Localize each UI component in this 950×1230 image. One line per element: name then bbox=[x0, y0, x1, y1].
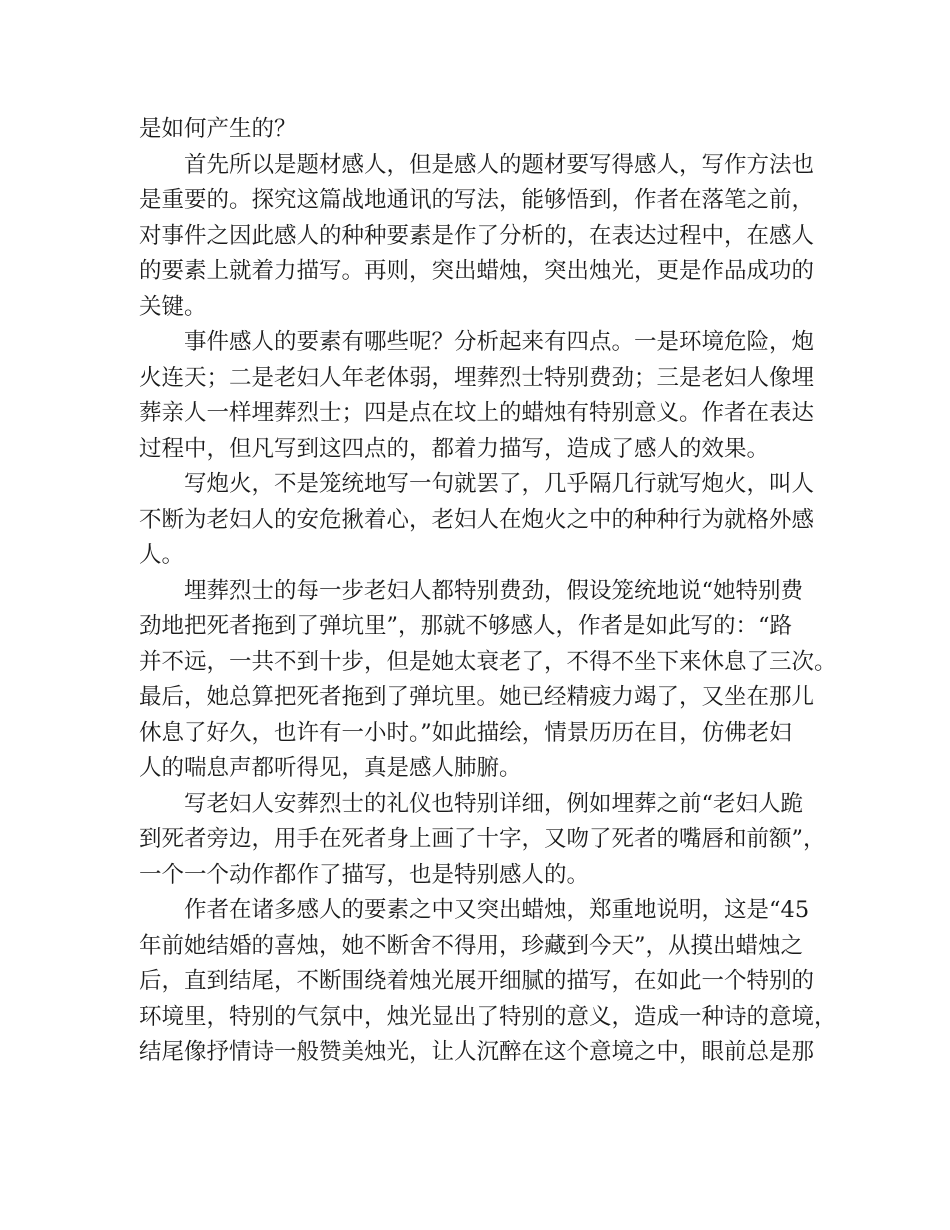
text-line: 到死者旁边，用手在死者身上画了十字，又吻了死者的嘴唇和前额”， bbox=[139, 826, 826, 852]
text-line: 写老妇人安葬烈士的礼仪也特别详细，例如埋葬之前“老妇人跪 bbox=[184, 790, 804, 817]
text-line: 人。 bbox=[139, 542, 185, 568]
text-line: 事件感人的要素有哪些呢？分析起来有四点。一是环境危险，炮 bbox=[184, 329, 815, 355]
text-line: 是重要的。探究这篇战地通讯的写法，能够悟到，作者在落笔之前， bbox=[139, 187, 815, 213]
document-body bbox=[139, 112, 837, 1071]
text-line: 葬亲人一样埋葬烈士；四是点在坟上的蜡烛有特别意义。作者在表达 bbox=[139, 400, 815, 426]
text-line: 不断为老妇人的安危揪着心，老妇人在炮火之中的种种行为就格外感 bbox=[139, 506, 815, 533]
text-line: 最后，她总算把死者拖到了弹坑里。她已经精疲力竭了，又坐在那儿 bbox=[139, 684, 815, 710]
text-line: 并不远，一共不到十步，但是她太衰老了，不得不坐下来休息了三次。 bbox=[139, 648, 837, 675]
text-line: 对事件之因此感人的种种要素是作了分析的，在表达过程中，在感人 bbox=[139, 222, 815, 249]
text-line: 火连天；二是老妇人年老体弱，埋葬烈士特别费劲；三是老妇人像埋 bbox=[139, 364, 815, 391]
text-line: 作者在诸多感人的要素之中又突出蜡烛，郑重地说明，这是“45 bbox=[184, 897, 810, 923]
text-line: 一个一个动作都作了描写，也是特别感人的。 bbox=[139, 861, 590, 888]
text-line: 后，直到结尾，不断围绕着烛光展开细腻的描写，在如此一个特别的 bbox=[139, 968, 815, 994]
text-line: 劲地把死者拖到了弹坑里”，那就不够感人，作者是如此写的：“路 bbox=[139, 613, 793, 639]
text-line: 埋葬烈士的每一步老妇人都特别费劲，假设笼统地说“她特别费 bbox=[184, 577, 804, 604]
text-line: 环境里，特别的气氛中，烛光显出了特别的意义，造成一种诗的意境， bbox=[139, 1003, 837, 1030]
text-line: 写炮火，不是笼统地写一句就罢了，几乎隔几行就写炮火，叫人 bbox=[184, 471, 815, 497]
text-line: 关键。 bbox=[139, 293, 207, 320]
text-line: 首先所以是题材感人，但是感人的题材要写得感人，写作方法也 bbox=[184, 151, 815, 178]
text-line: 人的喘息声都听得见，真是感人肺腑。 bbox=[139, 755, 522, 781]
text-line: 休息了好久，也许有一小时。”如此描绘，情景历历在目，仿佛老妇 bbox=[139, 719, 792, 746]
text-line: 是如何产生的？ bbox=[139, 116, 297, 142]
text-line: 的要素上就着力描写。再则，突出蜡烛，突出烛光，更是作品成功的 bbox=[139, 258, 815, 284]
text-line: 结尾像抒情诗一般赞美烛光，让人沉醉在这个意境之中，眼前总是那 bbox=[139, 1039, 815, 1065]
text-line: 年前她结婚的喜烛，她不断舍不得用，珍藏到今天”，从摸出蜡烛之 bbox=[139, 932, 804, 959]
text-line: 过程中，但凡写到这四点的，都着力描写，造成了感人的效果。 bbox=[139, 435, 770, 462]
